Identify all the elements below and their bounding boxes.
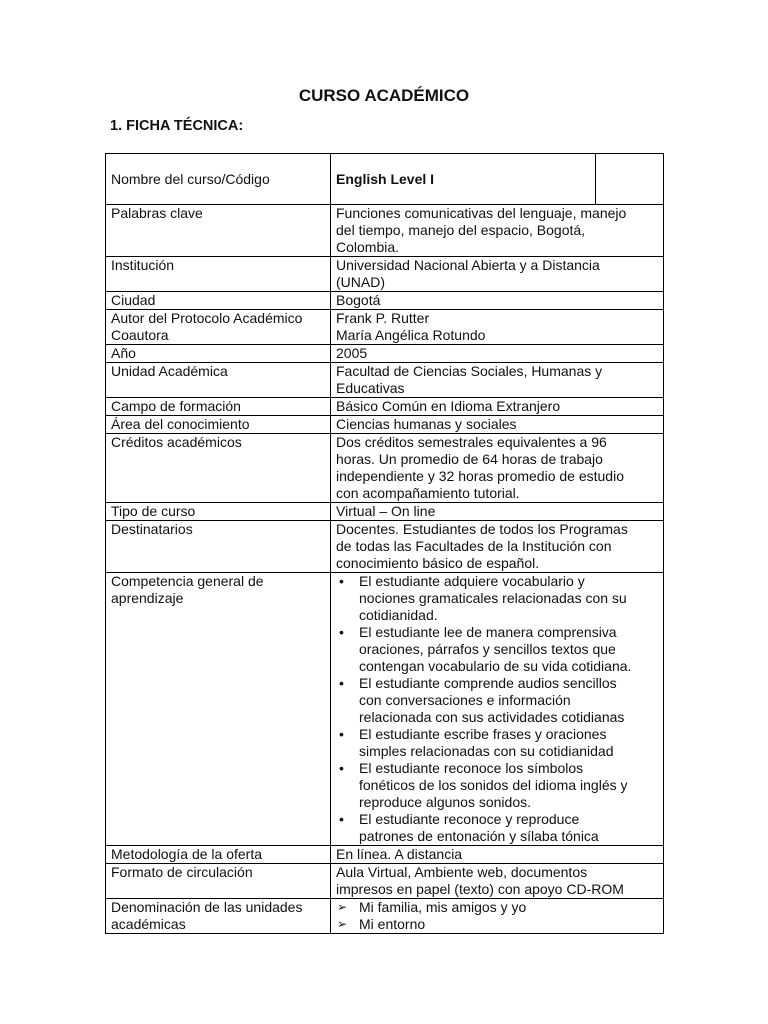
cell-line: Unidad Académica <box>111 363 228 379</box>
section-title: 1. FICHA TÉCNICA: <box>110 118 244 134</box>
cell-line: María Angélica Rotundo <box>336 327 486 343</box>
table-row <box>106 434 664 503</box>
cell-line: cotidianidad. <box>359 607 438 623</box>
row-value <box>331 205 664 257</box>
cell-line: independiente y 32 horas promedio de estudio <box>336 468 624 484</box>
cell-line: Metodología de la oferta <box>111 846 262 862</box>
row-value <box>331 521 664 573</box>
cell-line: El estudiante reconoce los símbolos <box>359 760 584 776</box>
cell-line: Bogotá <box>336 292 381 308</box>
cell-line: Frank P. Rutter <box>336 310 430 326</box>
cell-line: El estudiante reconoce y reproduce <box>359 811 580 827</box>
row-label <box>106 257 331 292</box>
row-label <box>106 521 331 573</box>
table-row <box>106 345 664 363</box>
row-value <box>331 846 664 864</box>
cell-line: Coautora <box>111 327 169 343</box>
cell-line: con conversaciones e información <box>359 692 571 708</box>
cell-line: Aula Virtual, Ambiente web, documentos <box>336 864 588 880</box>
cell-line: Año <box>111 345 136 361</box>
cell-line: El estudiante escribe frases y oraciones <box>359 726 607 742</box>
list-item <box>336 624 658 675</box>
list-item <box>336 760 658 811</box>
table-row <box>106 257 664 292</box>
cell-line: Básico Común en Idioma Extranjero <box>336 398 561 414</box>
list-item <box>336 811 658 845</box>
cell-line: contengan vocabulario de su vida cotidiana. <box>359 658 632 674</box>
list-item <box>336 899 658 916</box>
cell-line: 2005 <box>336 345 368 361</box>
cell-line: Destinatarios <box>111 521 193 537</box>
cell-line: En línea. A distancia <box>336 846 463 862</box>
cell-line: Campo de formación <box>111 398 241 414</box>
row-label <box>106 363 331 398</box>
cell-line: Autor del Protocolo Académico <box>111 310 303 326</box>
cell-line: Mi familia, mis amigos y yo <box>359 899 527 915</box>
cell-line: Virtual – On line <box>336 503 436 519</box>
table-row <box>106 363 664 398</box>
cell-line: Educativas <box>336 380 405 396</box>
cell-line: Créditos académicos <box>111 434 242 450</box>
row-value <box>331 398 664 416</box>
cell-line: con acompañamiento tutorial. <box>336 485 520 501</box>
cell-line: patrones de entonación y sílaba tónica <box>359 828 599 844</box>
row-label <box>106 434 331 503</box>
cell-line: académicas <box>111 916 186 932</box>
table-row <box>106 503 664 521</box>
cell-line: Dos créditos semestrales equivalentes a 96 <box>336 434 607 450</box>
row-label <box>106 573 331 846</box>
row-value <box>331 899 664 934</box>
cell-line: Ciudad <box>111 292 156 308</box>
cell-line: Universidad Nacional Abierta y a Distancia <box>336 257 600 273</box>
cell-line: impresos en papel (texto) con apoyo CD-ROM <box>336 881 624 897</box>
cell-line: Área del conocimiento <box>111 416 250 432</box>
row-label <box>106 292 331 310</box>
cell-line: Docentes. Estudiantes de todos los Programas <box>336 521 628 537</box>
ficha-tecnica-table <box>105 153 664 934</box>
table-row <box>106 846 664 864</box>
row-label <box>106 899 331 934</box>
row-label <box>106 864 331 899</box>
table-row <box>106 899 664 934</box>
cell-line: horas. Un promedio de 64 horas de trabajo <box>336 451 603 467</box>
row-value <box>331 864 664 899</box>
list-item <box>336 726 658 760</box>
table-row <box>106 573 664 846</box>
row-label <box>106 416 331 434</box>
course-code-cell <box>596 154 664 205</box>
cell-line: Ciencias humanas y sociales <box>336 416 517 432</box>
row-value <box>331 573 664 846</box>
cell-line: de todas las Facultades de la Institución con <box>336 538 612 554</box>
cell-line: Competencia general de <box>111 573 264 589</box>
table-row <box>106 292 664 310</box>
row-label <box>106 503 331 521</box>
course-name-value: English Level I <box>331 154 596 205</box>
row-value <box>331 503 664 521</box>
list-item <box>336 573 658 624</box>
cell-line: relacionada con sus actividades cotidianas <box>359 709 625 725</box>
row-label <box>106 205 331 257</box>
row-value <box>331 345 664 363</box>
row-value <box>331 363 664 398</box>
cell-line: conocimiento básico de español. <box>336 555 540 571</box>
table-row <box>106 154 664 205</box>
row-label <box>106 310 331 345</box>
table-row <box>106 521 664 573</box>
row-value <box>331 434 664 503</box>
cell-line: Colombia. <box>336 239 400 255</box>
row-label <box>106 846 331 864</box>
row-label <box>106 345 331 363</box>
cell-line: Mi entorno <box>359 916 426 932</box>
row-value <box>331 416 664 434</box>
cell-line: Palabras clave <box>111 205 203 221</box>
cell-line: aprendizaje <box>111 590 184 606</box>
cell-line: Institución <box>111 257 175 273</box>
unidades-list <box>336 899 658 933</box>
cell-line: Funciones comunicativas del lenguaje, manejo <box>336 205 627 221</box>
list-item <box>336 675 658 726</box>
cell-line: reproduce algunos sonidos. <box>359 794 532 810</box>
table-row <box>106 205 664 257</box>
cell-line: nociones gramaticales relacionadas con su <box>359 590 627 606</box>
row-label: Nombre del curso/Código <box>106 154 331 205</box>
table-row <box>106 864 664 899</box>
cell-line: El estudiante lee de manera comprensiva <box>359 624 617 640</box>
cell-line: fonéticos de los sonidos del idioma inglés y <box>359 777 628 793</box>
list-item <box>336 916 658 933</box>
cell-line: oraciones, párrafos y sencillos textos que <box>359 641 616 657</box>
document-title: CURSO ACADÉMICO <box>298 86 470 105</box>
cell-line: Formato de circulación <box>111 864 253 880</box>
cell-line: (UNAD) <box>336 274 385 290</box>
cell-line: del tiempo, manejo del espacio, Bogotá, <box>336 222 586 238</box>
competencias-list <box>336 573 658 845</box>
row-label <box>106 398 331 416</box>
cell-line: Facultad de Ciencias Sociales, Humanas y <box>336 363 603 379</box>
table-row <box>106 416 664 434</box>
cell-line: Tipo de curso <box>111 503 196 519</box>
row-value <box>331 257 664 292</box>
cell-line: El estudiante comprende audios sencillos <box>359 675 617 691</box>
row-value <box>331 292 664 310</box>
cell-line: El estudiante adquiere vocabulario y <box>359 573 585 589</box>
table-row <box>106 398 664 416</box>
cell-line: Denominación de las unidades <box>111 899 303 915</box>
row-value <box>331 310 664 345</box>
table-row <box>106 310 664 345</box>
cell-line: simples relacionadas con su cotidianidad <box>359 743 614 759</box>
